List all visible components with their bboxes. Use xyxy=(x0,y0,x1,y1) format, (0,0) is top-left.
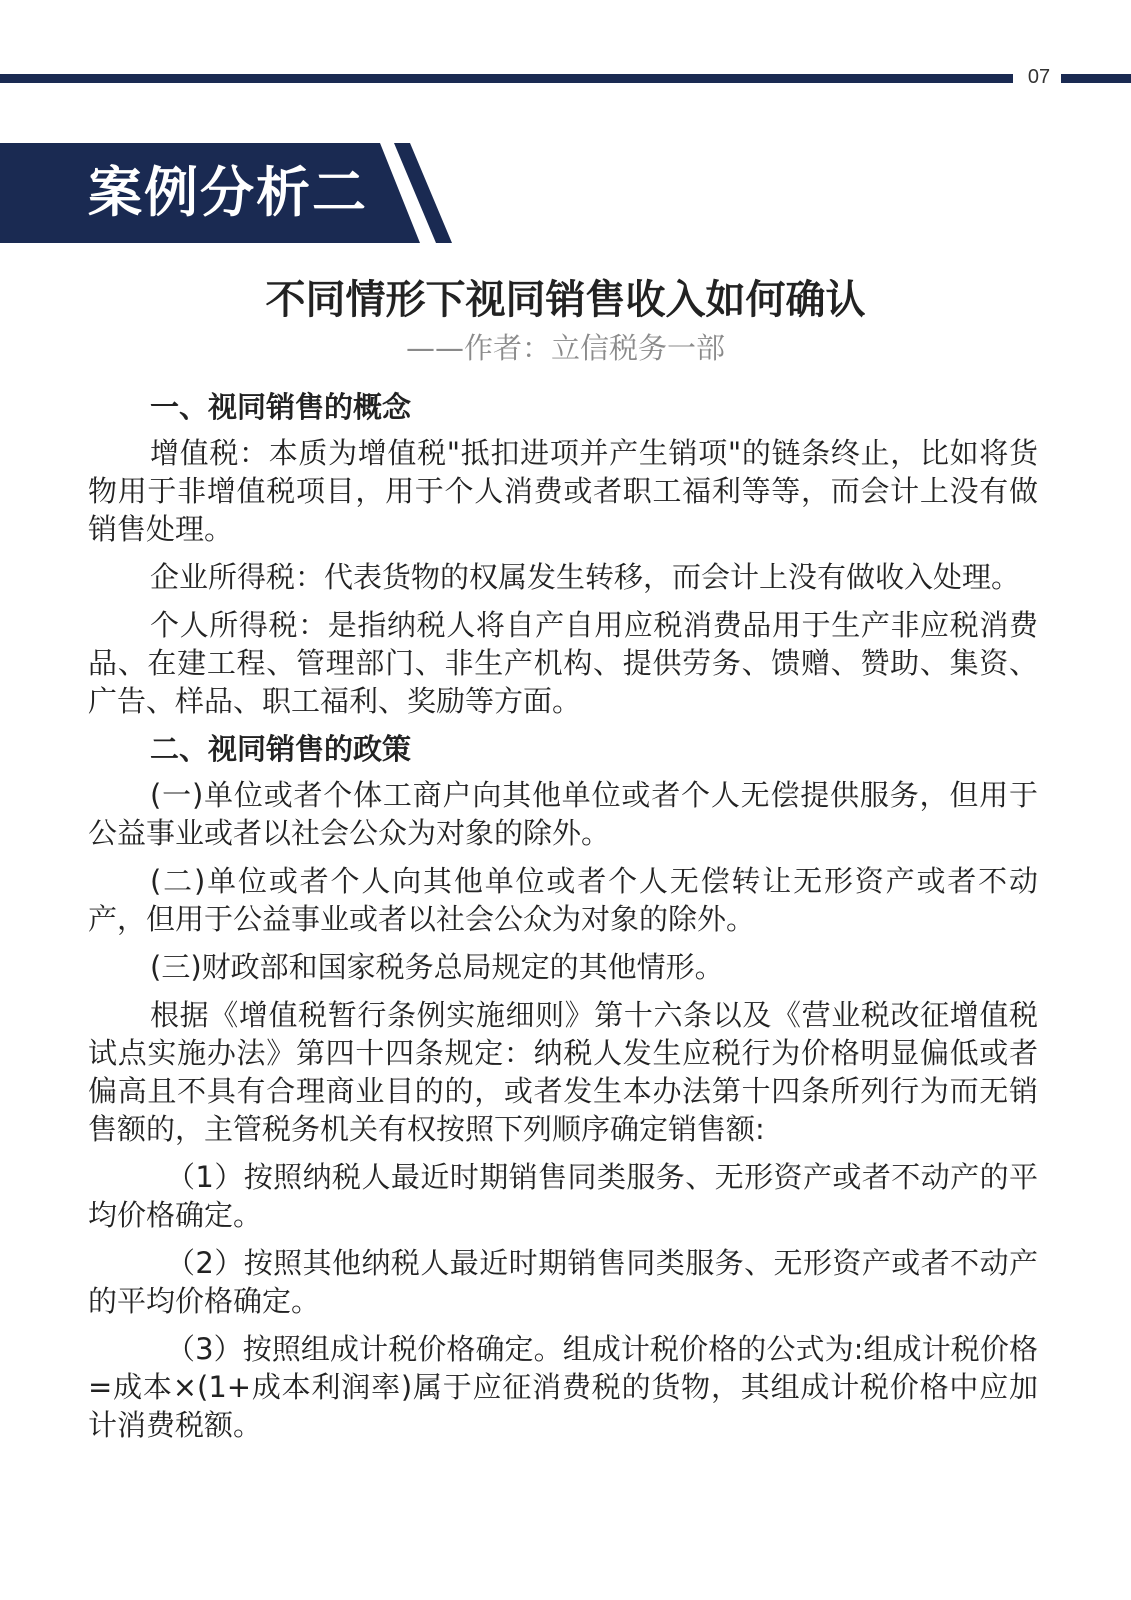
list-item: （2）按照其他纳税人最近时期销售同类服务、无形资产或者不动产的平均价格确定。 xyxy=(88,1246,1038,1318)
header-rule-left xyxy=(0,74,1013,83)
header-rule-right xyxy=(1061,74,1131,83)
page-number: 07 xyxy=(1027,66,1051,88)
list-item: （1）按照纳税人最近时期销售同类服务、无形资产或者不动产的平均价格确定。 xyxy=(88,1160,1038,1232)
banner-title: 案例分析二 xyxy=(88,161,368,224)
section-banner xyxy=(0,143,460,243)
paragraph: 增值税：本质为增值税"抵扣进项并产生销项"的链条终止，比如将货物用于非增值税项目，用于个人消费或者职工福利等等，而会计上没有做销售处理。 xyxy=(88,436,1038,546)
article-author: ——作者：立信税务一部 xyxy=(405,331,725,365)
paragraph: (三)财政部和国家税务总局规定的其他情形。 xyxy=(150,950,724,984)
section-heading: 二、视同销售的政策 xyxy=(150,732,412,766)
paragraph: 根据《增值税暂行条例实施细则》第十六条以及《营业税改征增值税试点实施办法》第四十四条规定：纳税人发生应税行为价格明显偏低或者偏高且不具有合理商业目的的，或者发生本办法第十四条所列行为而无销售额的，主管税务机关有权按照下列顺序确定销售额: xyxy=(88,998,1038,1146)
article-title: 不同情形下视同销售收入如何确认 xyxy=(265,277,866,323)
paragraph: 个人所得税：是指纳税人将自产自用应税消费品用于生产非应税消费品、在建工程、管理部门、非生产机构、提供劳务、馈赠、赞助、集资、广告、样品、职工福利、奖励等方面。 xyxy=(88,608,1038,718)
list-item: （3）按照组成计税价格确定。组成计税价格的公式为:组成计税价格=成本×(1+成本利润率)属于应征消费税的货物，其组成计税价格中应加计消费税额。 xyxy=(88,1332,1038,1442)
paragraph: (二)单位或者个人向其他单位或者个人无偿转让无形资产或者不动产，但用于公益事业或者以社会公众为对象的除外。 xyxy=(88,864,1038,936)
paragraph: 企业所得税：代表货物的权属发生转移，而会计上没有做收入处理。 xyxy=(150,560,1021,594)
article-body xyxy=(88,388,1038,1454)
section-heading: 一、视同销售的概念 xyxy=(150,390,412,424)
paragraph: (一)单位或者个体工商户向其他单位或者个人无偿提供服务，但用于公益事业或者以社会公众为对象的除外。 xyxy=(88,778,1038,850)
